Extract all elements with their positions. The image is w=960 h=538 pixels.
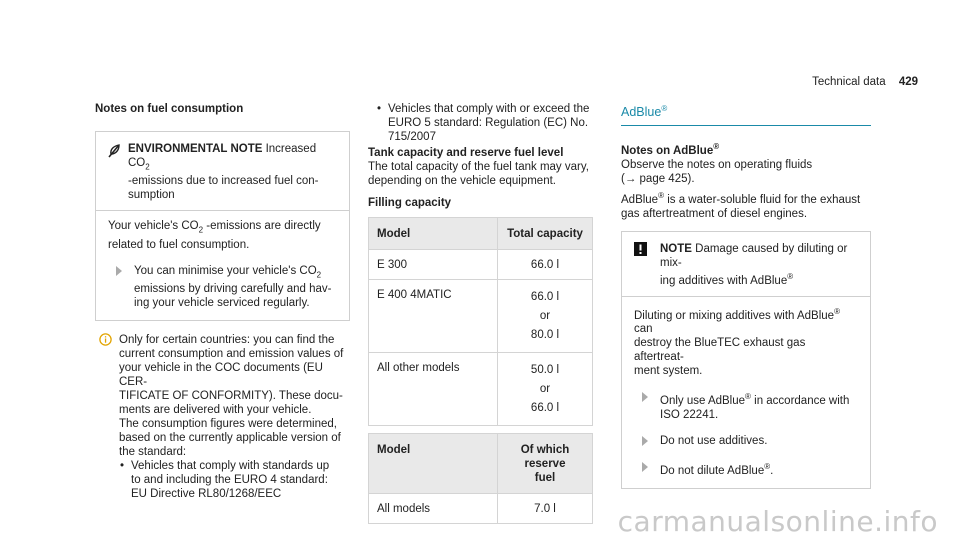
- model-cell: E 300: [369, 250, 498, 280]
- step-text: Only use AdBlue: [660, 395, 746, 408]
- adblue-description: [621, 189, 871, 207]
- registered-mark: ®: [764, 462, 771, 472]
- step-text-cont: in accordance with: [750, 395, 850, 408]
- capacity-value: 80.0 l: [530, 329, 560, 341]
- column-header: Total capacity: [498, 218, 593, 250]
- note-body-text-line: destroy the BlueTEC exhaust gas aftertreat-: [634, 337, 806, 364]
- env-body-text: Your vehicle's CO: [108, 220, 199, 233]
- capacity-cell: [498, 250, 593, 280]
- env-body-text-cont: -emissions are directly: [203, 220, 321, 233]
- step-text: Do not dilute AdBlue: [660, 465, 765, 478]
- env-step: [108, 264, 337, 310]
- table-row: [369, 250, 593, 280]
- registered-mark: ®: [834, 306, 840, 316]
- table-header-row: [369, 434, 593, 494]
- bullet-text-line: EURO 5 standard: Regulation (EC) No.: [388, 117, 589, 129]
- co2-subscript: 2: [316, 269, 322, 279]
- co2-subscript: 2: [198, 225, 204, 235]
- watermark-logo: carmanualsonline.info: [617, 505, 938, 538]
- bullet-text-line: to and including the EURO 4 standard:: [131, 473, 328, 486]
- note-body-text-line: ment system.: [634, 365, 703, 378]
- column-header: Model: [369, 434, 498, 494]
- column-tank-capacity: [368, 102, 593, 524]
- info-text-line: ments are delivered with your vehicle.: [119, 403, 312, 416]
- table-row: [369, 494, 593, 524]
- page-reference-link[interactable]: (→ page 425).: [621, 172, 695, 185]
- tank-text-line: The total capacity of the fuel tank may vary,: [368, 161, 589, 173]
- env-step-text: You can minimise your vehicle's CO: [134, 264, 317, 277]
- step-arrow-icon: [642, 436, 648, 446]
- info-text-line: your vehicle in the COC documents (EU CER-: [119, 361, 323, 388]
- table-row: [369, 280, 593, 353]
- euro5-bullet-item: [376, 102, 593, 144]
- note-label: NOTE: [660, 242, 692, 255]
- env-note-text-line2: -emissions due to increased fuel con-: [128, 175, 319, 188]
- table-row: [369, 353, 593, 426]
- note-body-text: Diluting or mixing additives with AdBlue: [634, 309, 835, 322]
- desc-text-line2: gas aftertreatment of diesel engines.: [621, 207, 808, 220]
- model-cell: All models: [369, 494, 498, 524]
- registered-mark: ®: [713, 142, 720, 152]
- filling-capacity-title: Filling capacity: [368, 197, 452, 209]
- capacity-or: or: [539, 383, 551, 395]
- environmental-leaf-icon: [107, 143, 121, 159]
- desc-text: AdBlue: [621, 193, 659, 206]
- adblue-step: [634, 460, 858, 478]
- info-text-line: based on the currently applicable version of: [119, 431, 341, 444]
- info-bullet-item: [119, 459, 350, 501]
- bullet-text-line: 715/2007: [388, 131, 436, 143]
- info-note: [95, 333, 350, 501]
- info-text-line: current consumption and emission values of: [119, 347, 344, 360]
- page-header: [812, 75, 918, 89]
- capacity-value: 66.0 l: [530, 259, 560, 271]
- note-body-text-cont: can: [634, 323, 653, 336]
- env-step-text-line2: emissions by driving carefully and hav-: [134, 282, 332, 295]
- environmental-note-box: [95, 131, 350, 321]
- registered-mark: ®: [745, 392, 751, 402]
- info-text-line: the standard:: [119, 445, 187, 458]
- column-header-line: fuel: [534, 472, 556, 484]
- capacity-value: 66.0 l: [530, 291, 560, 303]
- note-text-line: Damage caused by diluting or mix-: [660, 242, 848, 269]
- column-fuel-notes: [95, 102, 350, 501]
- desc-text-cont: is a water-soluble fluid for the exhaust: [664, 193, 861, 206]
- section-title: Technical data: [812, 76, 886, 88]
- damage-note-header: [622, 232, 870, 297]
- reserve-cell: 7.0 l: [498, 494, 593, 524]
- env-body-text-line2: related to fuel consumption.: [108, 238, 250, 251]
- adblue-notes-title: [621, 140, 871, 158]
- info-text-line: The consumption figures were determined,: [119, 417, 337, 430]
- env-note-label: ENVIRONMENTAL NOTE: [128, 143, 263, 155]
- capacity-cell: [498, 280, 593, 353]
- step-text: Do not use additives.: [660, 435, 768, 448]
- capacity-value: 66.0 l: [530, 402, 560, 414]
- step-arrow-icon: [116, 266, 122, 276]
- page-number: 429: [898, 76, 918, 88]
- step-arrow-icon: [642, 462, 648, 472]
- registered-mark: ®: [661, 104, 668, 113]
- notes-title-text: Notes on AdBlue: [621, 144, 714, 157]
- registered-mark: ®: [658, 190, 664, 200]
- co2-subscript: 2: [145, 162, 150, 172]
- tank-text-line: depending on the vehicle equipment.: [368, 175, 556, 187]
- step-arrow-icon: [642, 392, 648, 402]
- step-text-cont: .: [770, 465, 774, 478]
- notes-text-line: Observe the notes on operating fluids: [621, 158, 813, 171]
- fuel-notes-title: Notes on fuel consumption: [95, 103, 244, 115]
- damage-note-body: [622, 297, 870, 488]
- table-header-row: [369, 218, 593, 250]
- reserve-fuel-table: [368, 433, 593, 524]
- env-note-text-line3: sumption: [128, 189, 175, 202]
- column-header: [498, 434, 593, 494]
- environmental-note-header: [96, 132, 349, 211]
- note-text-line: ing additives with AdBlue: [660, 274, 788, 287]
- capacity-value: 50.0 l: [530, 364, 560, 376]
- adblue-title-text: AdBlue: [621, 105, 662, 120]
- adblue-step: [634, 434, 858, 448]
- adblue-step: [634, 390, 858, 422]
- column-adblue: [621, 102, 871, 489]
- model-cell: All other models: [369, 353, 498, 426]
- env-note-text: Increased CO: [128, 143, 317, 169]
- environmental-note-body: [96, 211, 349, 320]
- step-text-line2: ISO 22241.: [660, 409, 719, 422]
- env-step-text-line3: ing your vehicle serviced regularly.: [134, 296, 310, 309]
- filling-capacity-table: [368, 217, 593, 426]
- info-text-line: TIFICATE OF CONFORMITY). These docu-: [119, 389, 343, 402]
- info-text-line: Only for certain countries: you can find the: [119, 333, 335, 346]
- registered-mark: ®: [787, 271, 794, 281]
- adblue-section-title: [621, 102, 871, 119]
- bullet-text-line: • Vehicles that comply with standards up: [131, 459, 330, 472]
- bullet-text-line: EU Directive RL80/1268/EEC: [131, 487, 282, 500]
- bullet-text-line: • Vehicles that comply with or exceed the: [388, 103, 590, 115]
- model-cell: E 400 4MATIC: [369, 280, 498, 353]
- column-header-line: Of which reserve: [520, 444, 570, 470]
- capacity-or: or: [539, 310, 551, 322]
- damage-note-box: [621, 231, 871, 489]
- capacity-cell: [498, 353, 593, 426]
- tank-capacity-title: Tank capacity and reserve fuel level: [368, 147, 564, 159]
- section-divider: [621, 125, 871, 126]
- warning-exclamation-icon: [634, 242, 647, 256]
- info-icon: [99, 333, 112, 346]
- column-header: Model: [369, 218, 498, 250]
